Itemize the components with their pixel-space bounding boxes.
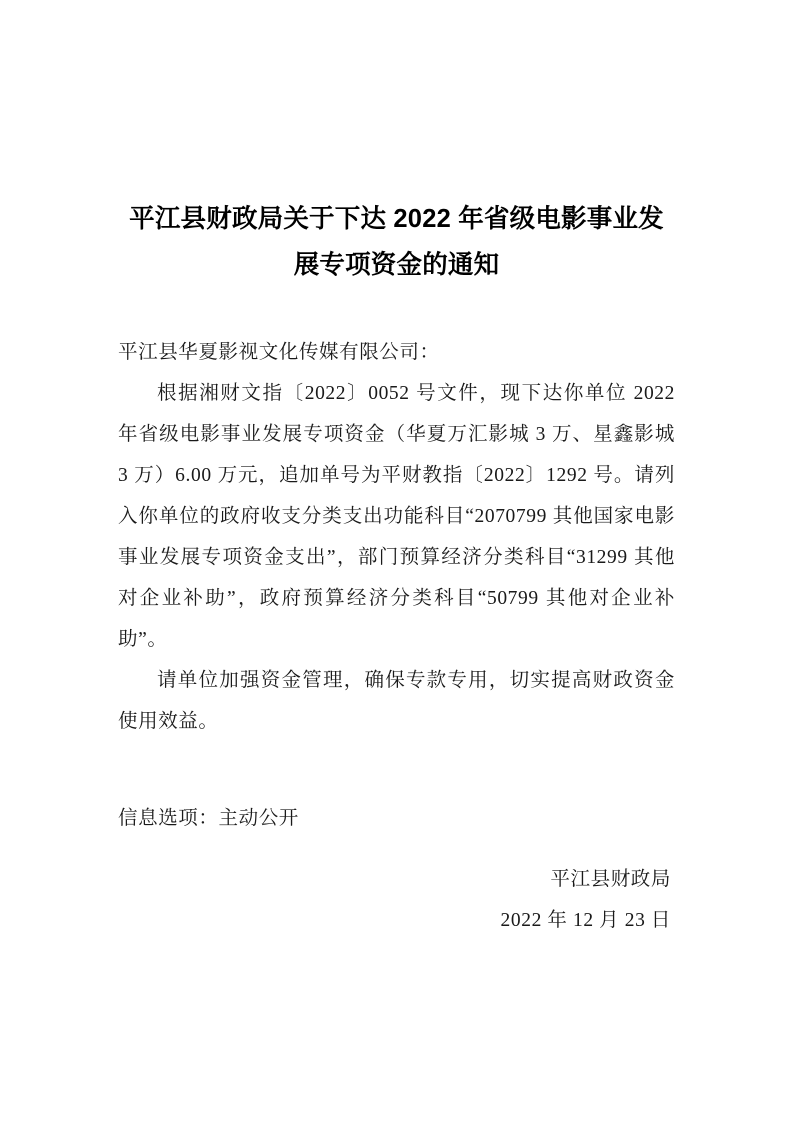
document-body — [118, 332, 675, 742]
page-title: 平江县财政局关于下达 2022 年省级电影事业发展专项资金的通知 — [129, 205, 664, 279]
signature-organization: 平江县财政局 — [550, 869, 671, 890]
recipient-line: 平江县华夏影视文化传媒有限公司： — [118, 342, 440, 363]
signature-block — [118, 859, 675, 941]
paragraph-2: 请单位加强资金管理，确保专款专用，切实提高财政资金使用效益。 — [118, 670, 675, 732]
info-option-line: 信息选项：主动公开 — [118, 808, 299, 829]
signature-date: 2022 年 12 月 23 日 — [500, 910, 671, 931]
paragraph-1: 根据湘财文指〔2022〕0052 号文件，现下达你单位 2022 年省级电影事业发展专项资金（华夏万汇影城 3 万、星鑫影城 3 万）6.00 万元，追加单号为平财教指〔2022〕1292 号。请列入你单位的政府收支分类支出功能科目“2070799 其他国家电影事业发展专项资金支出”，部门预算经济分类科目“31299 其他对企业补助”，政府预算经济分类科目“50799 其他对企业补助”。 — [118, 383, 675, 650]
